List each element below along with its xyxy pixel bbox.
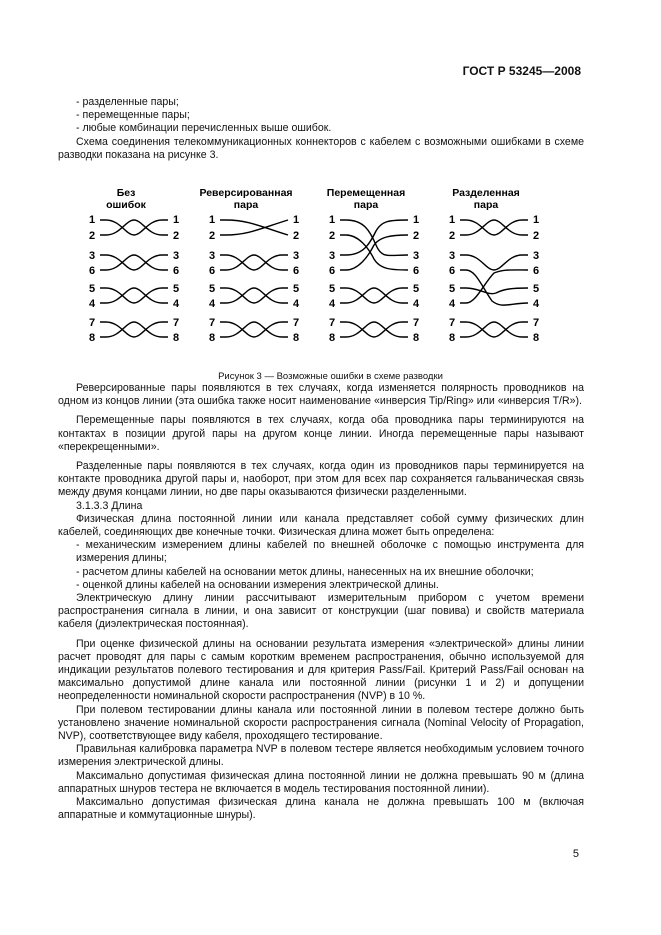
panel-title: Разделенная xyxy=(452,187,520,199)
pin-label: 8 xyxy=(292,332,300,344)
pin-label: 8 xyxy=(412,332,420,344)
pin-label: 6 xyxy=(328,265,336,277)
pin-label: 7 xyxy=(88,317,96,329)
pin-label: 2 xyxy=(448,230,456,242)
pin-label: 2 xyxy=(208,230,216,242)
pin-label: 7 xyxy=(292,317,300,329)
pin-label: 4 xyxy=(328,298,336,310)
pin-label: 3 xyxy=(412,250,420,262)
panel-title: пара xyxy=(353,199,379,211)
pin-label: 4 xyxy=(208,298,216,310)
pin-label: 5 xyxy=(328,283,336,295)
main-text xyxy=(58,382,584,823)
list-item: - разделенные пары; xyxy=(76,96,179,108)
paragraph: Разделенные пары появляются в тех случаях, когда один из проводников пары терминируется на контакте проводника другой пары и, наоборот, при этом для всех пар сохраняется гальваническая связь между двумя концами линии, но две пары оказываются физически разделенными. xyxy=(58,460,584,499)
pin-label: 3 xyxy=(328,250,336,262)
pin-label: 2 xyxy=(532,230,540,242)
pin-label: 1 xyxy=(208,214,216,226)
panel-split-pair xyxy=(449,187,540,344)
document-number: ГОСТ Р 53245—2008 xyxy=(462,64,581,78)
pin-label: 5 xyxy=(448,283,456,295)
pin-label: 1 xyxy=(448,214,456,226)
paragraph: При полевом тестировании длины канала или постоянной линии в полевом тестере должно быть установлено значение номинальной скорости распространения сигнала (Nominal Velocity of Propagation, NVP), соответствующее виду кабеля, проходящего тестирование. xyxy=(58,703,584,743)
pin-label: 1 xyxy=(412,214,420,226)
pin-label: 8 xyxy=(448,332,456,344)
pin-label: 5 xyxy=(172,283,180,295)
pin-label: 1 xyxy=(328,214,336,226)
paragraph: Электрическую длину линии рассчитывают измерительным прибором с учетом времени распространения сигнала в линии, и она зависит от конструкции (шаг повива) и свойств материала кабеля (диэлектрическая постоянная). xyxy=(58,592,584,631)
intro-paragraph: Схема соединения телекоммуникационных коннекторов с кабелем с возможными ошибками в схеме разводки показана на рисунке 3. xyxy=(58,135,584,161)
list-item: - оценкой длины кабелей на основании измерения электрической длины. xyxy=(76,578,439,591)
pin-label: 4 xyxy=(412,298,420,310)
pin-label: 5 xyxy=(412,283,420,295)
pin-label: 6 xyxy=(172,265,180,277)
pin-label: 7 xyxy=(208,317,216,329)
pin-label: 2 xyxy=(328,230,336,242)
pin-label: 6 xyxy=(208,265,216,277)
pin-label: 6 xyxy=(448,265,456,277)
pin-label: 8 xyxy=(208,332,216,344)
panel-title: ошибок xyxy=(106,199,146,211)
pin-label: 7 xyxy=(412,317,420,329)
pin-label: 4 xyxy=(88,298,96,310)
pin-label: 3 xyxy=(208,250,216,262)
panel-reversed-pair xyxy=(199,187,299,344)
panel-title: Реверсированная xyxy=(199,187,293,199)
pin-label: 2 xyxy=(292,230,300,242)
pin-label: 2 xyxy=(172,230,180,242)
paragraph: Физическая длина постоянной линии или канала представляет собой сумму физических длин кабелей, соединяющих две конечные точки. Физическая длина может быть определена: xyxy=(58,512,584,539)
pin-label: 7 xyxy=(328,317,336,329)
pin-label: 5 xyxy=(208,283,216,295)
figure-caption: Рисунок 3 — Возможные ошибки в схеме разводки xyxy=(218,371,443,382)
pin-label: 2 xyxy=(412,230,420,242)
page-number: 5 xyxy=(572,848,579,860)
pin-label: 1 xyxy=(172,214,180,226)
pin-label: 3 xyxy=(172,250,180,262)
pin-label: 3 xyxy=(292,250,300,262)
paragraph: Правильная калибровка параметра NVP в полевом тестере является необходимым условием точного измерения электрической длины. xyxy=(58,743,584,769)
panel-title: пара xyxy=(473,199,499,211)
paragraph: Реверсированные пары появляются в тех случаях, когда изменяется полярность проводников на одном из концов линии (эта ошибка также носит наименование «инверсия Tip/Ring» или «инверсия T/R»). xyxy=(58,382,584,408)
pin-label: 4 xyxy=(532,298,540,310)
pin-label: 5 xyxy=(292,283,300,295)
pin-label: 3 xyxy=(532,250,540,262)
pin-label: 3 xyxy=(88,250,96,262)
pin-label: 8 xyxy=(88,332,96,344)
paragraph: Максимально допустимая физическая длина канала не должна превышать 100 м (включая аппаратные и коммутационные шнуры). xyxy=(58,796,584,822)
list-item: - перемещенные пары; xyxy=(76,109,190,122)
panel-transposed-pair xyxy=(327,187,420,344)
pin-label: 8 xyxy=(532,332,540,344)
pin-label: 5 xyxy=(532,283,540,295)
pin-label: 7 xyxy=(172,317,180,329)
pin-label: 6 xyxy=(292,265,300,277)
list-item: - механическим измерением длины кабелей по внешней оболочке с помощью инструмента для измерения длины; xyxy=(76,539,584,565)
section-heading: 3.1.3.3 Длина xyxy=(76,499,143,512)
pin-label: 1 xyxy=(532,214,540,226)
paragraph: Перемещенные пары появляются в тех случаях, когда оба проводника пары терминируются на контактах в позиции другой пары на другом конце линии. Иногда перемещенные пары называют «перекрещенными». xyxy=(58,414,584,453)
pin-label: 6 xyxy=(412,265,420,277)
wiring-diagram xyxy=(84,183,554,353)
intro-section xyxy=(58,96,584,162)
pin-label: 1 xyxy=(88,214,96,226)
paragraph: При оценке физической длины на основании результата измерения «электрической» длины линии расчет проводят для пары с самым коротким временем распространения, обычно используемой для индикации результатов полевого тестирования и для критерия Pass/Fail. Критерий Pass/Fail основан на максимально допустимой длине канала или постоянной линии (рисунки 1 и 2) и допущении неопределенности номинальной скорости распространения (NVP) в 10 %. xyxy=(58,637,584,703)
panel-title: Перемещенная xyxy=(326,187,406,199)
pin-label: 4 xyxy=(448,298,456,310)
pin-label: 8 xyxy=(328,332,336,344)
pin-label: 4 xyxy=(172,298,180,310)
pin-label: 2 xyxy=(88,230,96,242)
pin-label: 6 xyxy=(532,265,540,277)
pin-label: 6 xyxy=(88,265,96,277)
list-item: - расчетом длины кабелей на основании меток длины, нанесенных на их внешние оболочки; xyxy=(76,565,534,578)
panel-no-errors xyxy=(89,187,180,344)
panel-title: пара xyxy=(233,199,259,211)
pin-label: 7 xyxy=(448,317,456,329)
pin-label: 8 xyxy=(172,332,180,344)
pin-label: 5 xyxy=(88,283,96,295)
paragraph: Максимально допустимая физическая длина постоянной линии не должна превышать 90 м (длина аппаратных шнуров тестера не включается в модель тестирования постоянной линии). xyxy=(58,769,584,795)
pin-label: 7 xyxy=(532,317,540,329)
list-item: - любые комбинации перечисленных выше ошибок. xyxy=(76,122,332,135)
panel-title: Без xyxy=(116,187,136,199)
pin-label: 1 xyxy=(292,214,300,226)
pin-label: 3 xyxy=(448,250,456,262)
pin-label: 4 xyxy=(292,298,300,310)
